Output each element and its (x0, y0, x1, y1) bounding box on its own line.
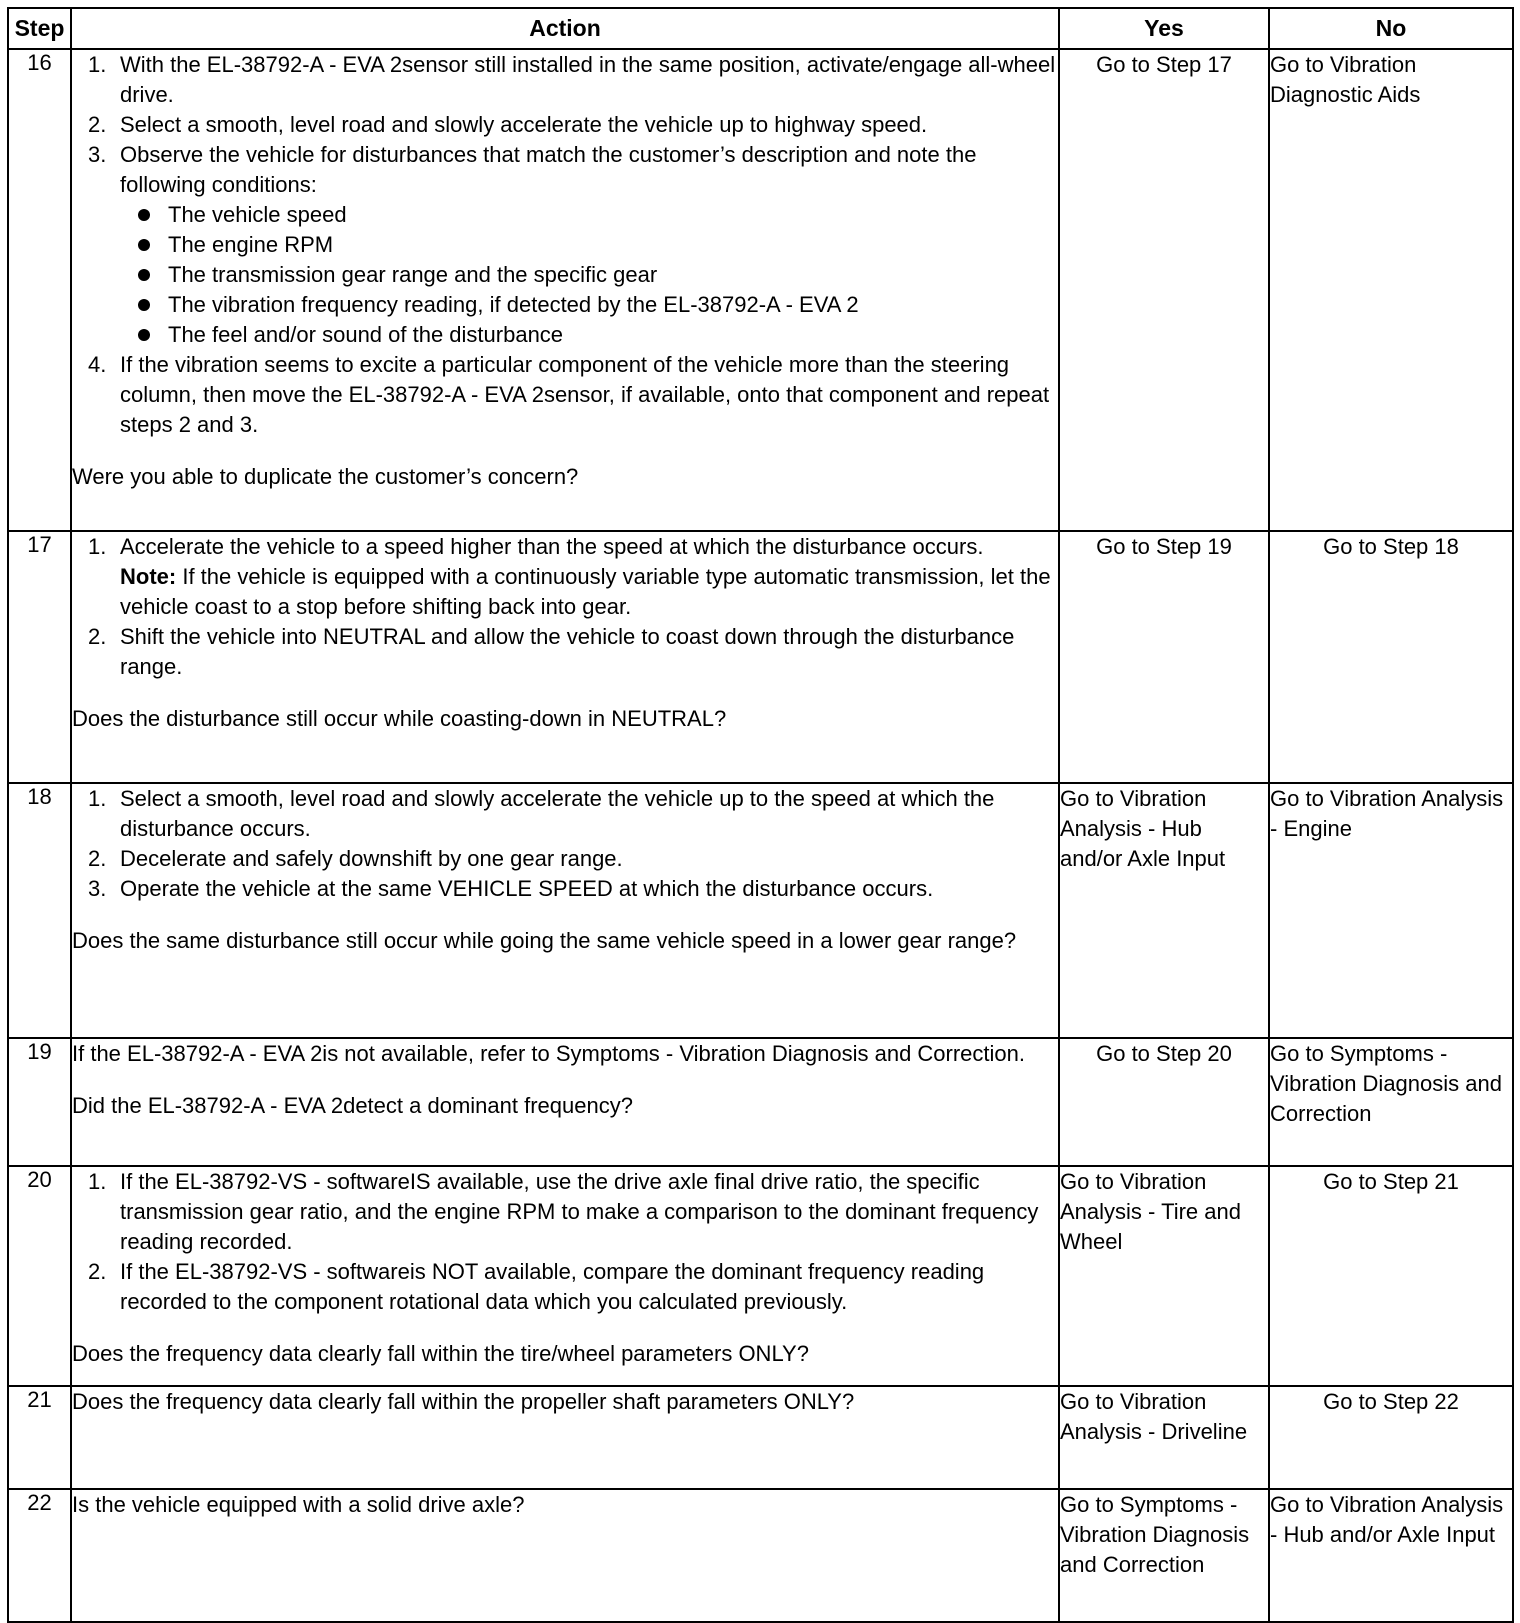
action-cell (71, 1166, 1059, 1386)
yes-result: Go to Vibration Analysis - Hub and/or Axle Input (1059, 783, 1269, 1038)
table-row (8, 783, 1513, 1038)
step-number: 17 (8, 531, 71, 783)
step-question: Does the frequency data clearly fall within the propeller shaft parameters ONLY? (72, 1389, 855, 1414)
header-row (8, 8, 1513, 49)
action-item: Select a smooth, level road and slowly accelerate the vehicle up to the speed at which the disturbance occurs. (120, 786, 995, 841)
action-item: If the EL-38792-VS - softwareIS available, use the drive axle final drive ratio, the specific transmission gear ratio, and the engine RPM to make a comparison to the dominant frequency reading recorded. (120, 1169, 1039, 1254)
action-item: Decelerate and safely downshift by one gear range. (120, 846, 623, 871)
header-step: Step (8, 8, 71, 49)
note-label: Note: (120, 564, 177, 589)
action-cell (71, 531, 1059, 783)
no-result: Go to Step 21 (1269, 1166, 1513, 1386)
condition-item: The vehicle speed (168, 200, 1058, 230)
header-no: No (1269, 8, 1513, 49)
no-result: Go to Vibration Analysis - Hub and/or Axle Input (1269, 1489, 1513, 1622)
action-item: Shift the vehicle into NEUTRAL and allow the vehicle to coast down through the disturbance range. (120, 624, 1015, 679)
action-text: If the EL-38792-A - EVA 2is not available, refer to Symptoms - Vibration Diagnosis and Correction. (72, 1041, 1026, 1066)
header-yes: Yes (1059, 8, 1269, 49)
action-list (72, 784, 1058, 904)
condition-item: The engine RPM (168, 230, 1058, 260)
yes-result: Go to Vibration Analysis - Tire and Wheel (1059, 1166, 1269, 1386)
no-result: Go to Vibration Diagnostic Aids (1269, 49, 1513, 531)
no-result: Go to Step 22 (1269, 1386, 1513, 1489)
step-question: Did the EL-38792-A - EVA 2detect a dominant frequency? (72, 1093, 633, 1118)
action-list (72, 1167, 1058, 1317)
action-list (72, 50, 1058, 440)
action-cell (71, 1038, 1059, 1166)
action-cell (71, 49, 1059, 531)
action-item: With the EL-38792-A - EVA 2sensor still installed in the same position, activate/engage all-wheel drive. (120, 52, 1056, 107)
condition-item: The transmission gear range and the specific gear (168, 260, 1058, 290)
action-item: If the EL-38792-VS - softwareis NOT available, compare the dominant frequency reading recorded to the component rotational data which you calculated previously. (120, 1259, 985, 1314)
yes-result: Go to Step 17 (1059, 49, 1269, 531)
diagnostic-table (7, 7, 1514, 1623)
action-item-text: Observe the vehicle for disturbances that match the customer’s description and note the following conditions: (120, 142, 977, 197)
yes-result: Go to Vibration Analysis - Driveline (1059, 1386, 1269, 1489)
table-row (8, 1386, 1513, 1489)
table-row (8, 1489, 1513, 1622)
step-number: 18 (8, 783, 71, 1038)
step-number: 22 (8, 1489, 71, 1622)
action-item: If the vibration seems to excite a particular component of the vehicle more than the steering column, then move the EL-38792-A - EVA 2sensor, if available, onto that component and repeat steps 2 and 3. (120, 352, 1050, 437)
step-number: 20 (8, 1166, 71, 1386)
table-row (8, 1166, 1513, 1386)
step-question: Were you able to duplicate the customer’s concern? (72, 464, 579, 489)
condition-list (120, 200, 1058, 350)
action-item (120, 532, 1058, 622)
step-question: Does the disturbance still occur while coasting-down in NEUTRAL? (72, 706, 727, 731)
action-item-text: Accelerate the vehicle to a speed higher than the speed at which the disturbance occurs. (120, 534, 984, 559)
condition-item: The vibration frequency reading, if detected by the EL-38792-A - EVA 2 (168, 290, 1058, 320)
step-number: 19 (8, 1038, 71, 1166)
note-text: If the vehicle is equipped with a continuously variable type automatic transmission, let the vehicle coast to a stop before shifting back into gear. (120, 564, 1051, 619)
action-cell (71, 1489, 1059, 1622)
action-cell (71, 783, 1059, 1038)
action-list (72, 532, 1058, 682)
step-number: 21 (8, 1386, 71, 1489)
no-result: Go to Vibration Analysis - Engine (1269, 783, 1513, 1038)
table-row (8, 531, 1513, 783)
action-item (120, 140, 1058, 350)
condition-item: The feel and/or sound of the disturbance (168, 320, 1058, 350)
action-cell (71, 1386, 1059, 1489)
no-result: Go to Step 18 (1269, 531, 1513, 783)
yes-result: Go to Step 20 (1059, 1038, 1269, 1166)
yes-result: Go to Step 19 (1059, 531, 1269, 783)
action-item: Operate the vehicle at the same VEHICLE SPEED at which the disturbance occurs. (120, 876, 934, 901)
step-question: Is the vehicle equipped with a solid drive axle? (72, 1492, 525, 1517)
action-item: Select a smooth, level road and slowly accelerate the vehicle up to highway speed. (120, 112, 928, 137)
yes-result: Go to Symptoms - Vibration Diagnosis and Correction (1059, 1489, 1269, 1622)
step-question: Does the same disturbance still occur while going the same vehicle speed in a lower gear range? (72, 928, 1017, 953)
table-row (8, 49, 1513, 531)
step-question: Does the frequency data clearly fall within the tire/wheel parameters ONLY? (72, 1341, 809, 1366)
step-number: 16 (8, 49, 71, 531)
table-row (8, 1038, 1513, 1166)
header-action: Action (71, 8, 1059, 49)
no-result: Go to Symptoms - Vibration Diagnosis and Correction (1269, 1038, 1513, 1166)
